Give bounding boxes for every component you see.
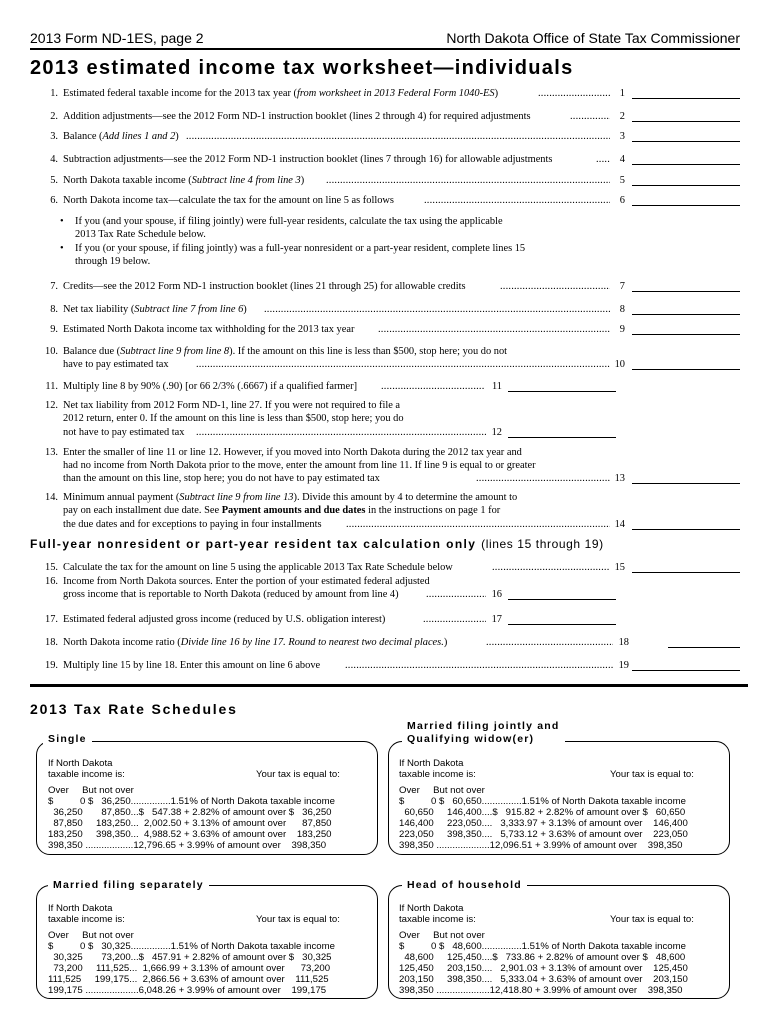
line-9-input[interactable] [632,334,740,335]
line-18-input[interactable] [668,647,740,648]
line-1-number: 1 [619,88,625,99]
schedule-hoh-title: Head of household [402,879,527,892]
single-row-2: 36,250 87,850...$ 547.38 + 2.82% of amount over $ 36,250 [48,807,332,818]
bullet-full-year: • If you (and your spouse, if filing jointly) were full-year residents, calculate the tax using the applicable [60,216,503,227]
line-5-number: 5 [619,175,625,186]
line-10-input[interactable] [632,369,740,370]
line-19-label: 19. Multiply line 15 by line 18. Enter this amount on line 6 above [45,660,321,671]
line-15-label: 15. Calculate the tax for the amount on line 5 using the applicable 2013 Tax Rate Schedule below [45,562,453,573]
single-row-4: 183,250 398,350... 4,988.52 + 3.63% of amount over 183,250 [48,829,332,840]
line-5-input[interactable] [632,185,740,186]
line-19-input[interactable] [632,670,740,671]
line-2-input[interactable] [632,121,740,122]
mfs-row-4: 111,525 199,175... 2,866.56 + 3.63% of amount over 111,525 [48,974,329,985]
line-2-label: 2. Addition adjustments—see the 2012 Form ND-1 instruction booklet (lines 2 through 4) for required adjustments [50,111,531,122]
mfj-row-3: 146,400 223,050.... 3,333.97 + 3.13% of amount over 146,400 [399,818,688,829]
line-2-number: 2 [619,111,625,122]
line-8-label: 8. Net tax liability (Subtract line 7 from line 6) [50,304,247,315]
line-6-number: 6 [619,195,625,206]
line-14-input[interactable] [632,529,740,530]
line-5-label: 5. North Dakota taxable income (Subtract line 4 from line 3) [50,175,305,186]
line-4-input[interactable] [632,164,740,165]
line-7-number: 7 [619,281,625,292]
mfj-row-2: 60,650 146,400....$ 915.82 + 2.82% of amount over $ 60,650 [399,807,686,818]
line-9-label: 9. Estimated North Dakota income tax withholding for the 2013 tax year [50,324,355,335]
line-17-number: 17 [491,614,502,625]
line-18-label: 18. North Dakota income ratio (Divide line 16 by line 17. Round to nearest two decimal places.) [45,637,448,648]
line-10-label: 10. Balance due (Subtract line 9 from line 8). If the amount on this line is less than $500, stop here; you do not [45,346,508,357]
line-16-number: 16 [491,589,502,600]
line-12-label: 12. Net tax liability from 2012 Form ND-1, line 27. If you were not required to file a [45,400,401,411]
nonresident-section-title: Full-year nonresident or part-year resident tax calculation only (lines 15 through 19) [30,537,604,551]
line-1-input[interactable] [632,98,740,99]
schedule-single-title: Single [43,733,92,746]
worksheet-title: 2013 estimated income tax worksheet—individuals [30,57,574,79]
mfj-row-1: $ 0 $ 60,650...............1.51% of North Dakota taxable income [399,796,686,807]
line-8-number: 8 [619,304,625,315]
hoh-row-5: 398,350 ....................12,418.80 + 3.99% of amount over 398,350 [399,985,683,996]
schedule-mfs-title: Married filing separately [48,879,209,892]
line-8-input[interactable] [632,314,740,315]
line-13-number: 13 [614,473,625,484]
line-3-label: 3. Balance (Add lines 1 and 2) [50,131,179,142]
rate-schedules-title: 2013 Tax Rate Schedules [30,701,238,717]
line-13-label: 13. Enter the smaller of line 11 or line 12. However, if you moved into North Dakota during the 2012 tax year and [45,447,522,458]
mfs-row-2: 30,325 73,200...$ 457.91 + 2.82% of amount over $ 30,325 [48,952,332,963]
line-6-input[interactable] [632,205,740,206]
line-13-input[interactable] [632,483,740,484]
line-3-number: 3 [619,131,625,142]
line-7-label: 7. Credits—see the 2012 Form ND-1 instruction booklet (lines 21 through 25) for allowable credits [50,281,466,292]
line-18-number: 18 [618,637,629,648]
header-rule [30,48,740,50]
agency-header: North Dakota Office of State Tax Commissioner [446,30,740,46]
line-3-input[interactable] [632,141,740,142]
line-11-label: 11. Multiply line 8 by 90% (.90) [or 66 2/3% (.6667) if a qualified farmer] [45,381,358,392]
single-row-5: 398,350 ..................12,796.65 + 3.99% of amount over 398,350 [48,840,327,851]
line-7-input[interactable] [632,291,740,292]
schedule-mfj-title: Married filing jointly and Qualifying widow(er) [402,720,565,746]
mfs-row-1: $ 0 $ 30,325...............1.51% of North Dakota taxable income [48,941,335,952]
line-1-label: 1. Estimated federal taxable income for the 2013 tax year (from worksheet in 2013 Federal Form 1040-ES) [50,88,499,99]
line-11-input[interactable] [508,391,616,392]
line-6-label: 6. North Dakota income tax—calculate the tax for the amount on line 5 as follows [50,195,394,206]
line-12-input[interactable] [508,437,616,438]
line-4-number: 4 [619,154,625,165]
line-17-input[interactable] [508,624,616,625]
hoh-row-4: 203,150 398,350.... 5,333.04 + 3.63% of amount over 203,150 [399,974,688,985]
line-15-input[interactable] [632,572,740,573]
line-16-label: 16. Income from North Dakota sources. Enter the portion of your estimated federal adjusted [45,576,430,587]
line-12-number: 12 [491,427,502,438]
line-11-number: 11 [491,381,502,392]
line-14-label: 14. Minimum annual payment (Subtract line 9 from line 13). Divide this amount by 4 to determine the amount to [45,492,518,503]
mfs-row-3: 73,200 111,525... 1,666.99 + 3.13% of amount over 73,200 [48,963,331,974]
line-15-number: 15 [614,562,625,573]
hoh-row-3: 125,450 203,150.... 2,901.03 + 3.13% of amount over 125,450 [399,963,688,974]
mfj-row-4: 223,050 398,350.... 5,733.12 + 3.63% of amount over 223,050 [399,829,688,840]
line-16-input[interactable] [508,599,616,600]
bullet-part-year: • If you (or your spouse, if filing jointly) was a full-year nonresident or a part-year resident, complete lines 15 [60,243,526,254]
mfj-row-5: 398,350 ....................12,096.51 + 3.99% of amount over 398,350 [399,840,683,851]
hoh-row-1: $ 0 $ 48,600...............1.51% of North Dakota taxable income [399,941,686,952]
line-17-label: 17. Estimated federal adjusted gross income (reduced by U.S. obligation interest) [45,614,386,625]
mfs-row-5: 199,175 ....................6,048.26 + 3.99% of amount over 199,175 [48,985,327,996]
section-divider [30,684,748,687]
line-9-number: 9 [619,324,625,335]
line-4-label: 4. Subtraction adjustments—see the 2012 Form ND-1 instruction booklet (lines 7 through 16) for allowable adjustments [50,154,553,165]
single-row-3: 87,850 183,250... 2,002.50 + 3.13% of amount over 87,850 [48,818,332,829]
form-id-header: 2013 Form ND-1ES, page 2 [30,30,204,46]
line-14-number: 14 [614,519,625,530]
line-10-number: 10 [614,359,625,370]
line-19-number: 19 [618,660,629,671]
single-row-1: $ 0 $ 36,250...............1.51% of North Dakota taxable income [48,796,335,807]
hoh-row-2: 48,600 125,450....$ 733.86 + 2.82% of amount over $ 48,600 [399,952,686,963]
